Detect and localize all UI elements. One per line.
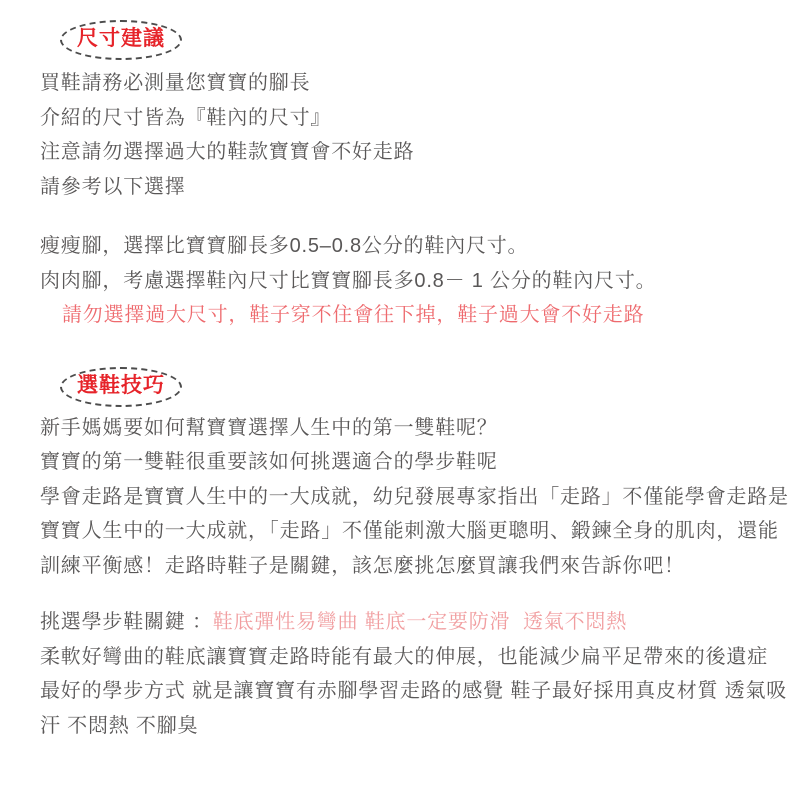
- text-line: 介紹的尺寸皆為『鞋內的尺寸』: [40, 106, 332, 129]
- size-intro-paragraph: [40, 66, 790, 204]
- key-points-line: [40, 605, 790, 640]
- size-advice-badge: 尺寸建議: [60, 20, 182, 60]
- text-line: 訓練平衡感！走路時鞋子是關鍵，該怎麼挑怎麼買讓我們來告訴你吧！: [40, 554, 685, 577]
- text-line: 注意請勿選擇過大的鞋款寶寶會不好走路: [40, 141, 415, 163]
- tips-key-paragraph: [40, 605, 790, 743]
- key-points-highlight: 鞋底彈性易彎曲 鞋底一定要防滑 透氣不悶熱: [212, 611, 628, 633]
- tips-section-header: [60, 367, 790, 407]
- key-points-label: 挑選學步鞋關鍵 ：: [40, 611, 213, 633]
- text-line: 柔軟好彎曲的鞋底讓寶寶走路時能有最大的伸展，也能減少扁平足帶來的後遺症: [40, 645, 768, 668]
- size-section-header: [60, 20, 790, 60]
- text-line: 最好的學步方式 就是讓寶寶有赤腳學習走路的感覺 鞋子最好採用真皮材質 透氣吸: [40, 680, 788, 702]
- oversize-warning-line: 請勿選擇過大尺寸，鞋子穿不住會往下掉，鞋子過大會不好走路: [62, 304, 645, 326]
- text-line: 請參考以下選擇: [40, 175, 186, 198]
- text-line: 學會走路是寶寶人生中的一大成就，幼兒發展專家指出「走路」不僅能學會走路是: [40, 485, 789, 508]
- size-fit-paragraph: [40, 229, 790, 333]
- shoe-tips-badge: 選鞋技巧: [60, 367, 182, 407]
- text-line: 寶寶人生中的一大成就，「走路」不僅能刺激大腦更聰明、鍛鍊全身的肌肉，還能: [40, 520, 779, 542]
- text-line: 肉肉腳，考慮選擇鞋內尺寸比寶寶腳長多0.8－ 1 公分的鞋內尺寸。: [40, 269, 657, 292]
- text-line: 新手媽媽要如何幫寶寶選擇人生中的第一雙鞋呢？: [40, 416, 498, 439]
- text-line: 寶寶的第一雙鞋很重要該如何挑選適合的學步鞋呢: [40, 451, 498, 473]
- tips-intro-paragraph: [40, 411, 790, 584]
- text-line: 買鞋請務必測量您寶寶的腳長: [40, 72, 311, 94]
- text-line: 汗 不悶熱 不腳臭: [40, 714, 199, 737]
- text-line: 瘦瘦腳，選擇比寶寶腳長多0.5–0.8公分的鞋內尺寸。: [40, 235, 529, 257]
